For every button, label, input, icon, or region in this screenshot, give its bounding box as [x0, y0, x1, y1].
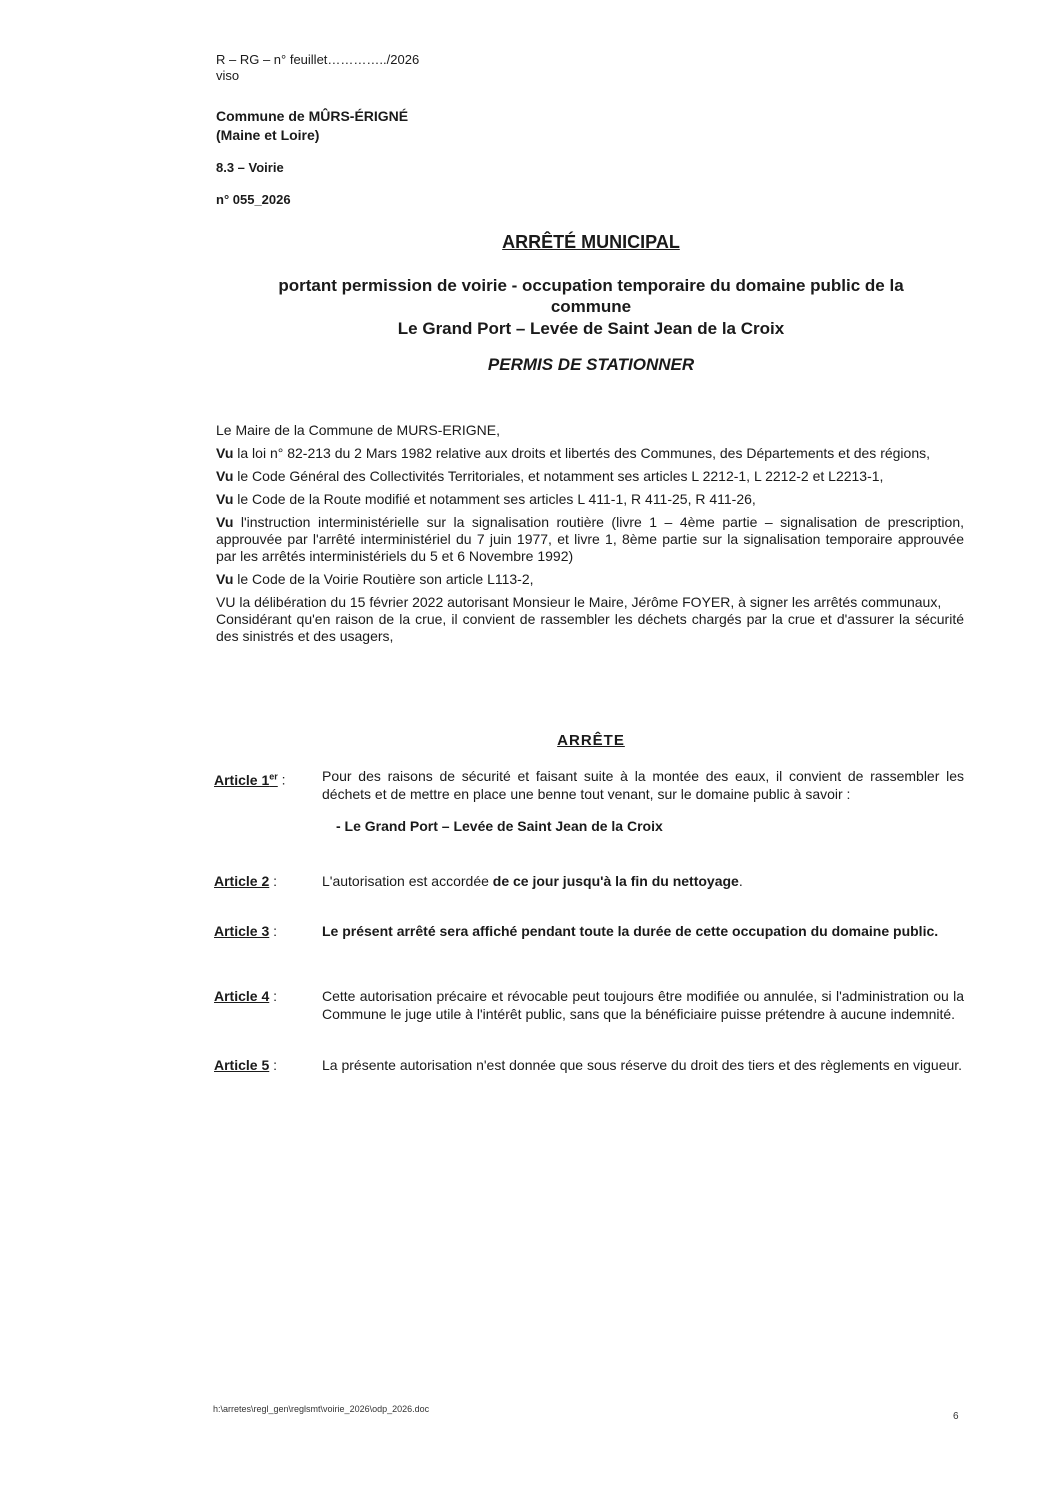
vu-lead: Vu [216, 445, 234, 461]
vu-text: la délibération du 15 février 2022 autorisant Monsieur le Maire, Jérôme FOYER, à signer les arrêtés communaux, [235, 594, 942, 610]
vu-clause-5 [216, 571, 964, 588]
article-body-start: L'autorisation est accordée [322, 873, 493, 889]
article-label [214, 872, 322, 890]
article-label [214, 767, 322, 835]
article-colon: : [269, 873, 278, 889]
preamble [216, 422, 964, 651]
article-number-sup: er [269, 771, 278, 781]
article-5 [214, 1056, 964, 1074]
article-number [214, 772, 278, 788]
location-title: Le Grand Port – Levée de Saint Jean de la Croix [397, 319, 785, 338]
vu-clause-6 [216, 594, 964, 611]
article-number: Article 5 [214, 1057, 270, 1073]
vu-text: le Code Général des Collectivités Territoriales, et notamment ses articles L 2212-1, L 2212-2 et L2213-1, [233, 468, 884, 484]
vu-lead: Vu [216, 468, 234, 484]
article-2 [214, 872, 964, 890]
article-colon: : [269, 1057, 278, 1073]
document-subtitle [216, 275, 966, 317]
article-colon: : [269, 923, 278, 939]
arrete-heading: ARRÊTE [557, 732, 625, 749]
considerant-clause: Considérant qu'en raison de la crue, il convient de rassembler les déchets chargés par la crue et d'assurer la sécurité des sinistrés et des usagers, [216, 611, 964, 644]
permit-title: PERMIS DE STATIONNER [487, 355, 695, 374]
vu-lead: VU [216, 594, 236, 610]
article-label [214, 1056, 322, 1074]
vu-clause-1 [216, 445, 964, 462]
category-label: 8.3 – Voirie [216, 160, 284, 175]
document-title: ARRÊTÉ MUNICIPAL [502, 232, 680, 252]
subtitle-line-2: commune [550, 297, 632, 316]
article-1 [214, 767, 964, 835]
article-number: Article 2 [214, 873, 270, 889]
article-text: Cette autorisation précaire et révocable peut toujours être modifiée ou annulée, si l'administration ou la Commune le juge utile à l'intérêt public, sans que la bénéficiaire puisse prétendre à aucune indemnité. [322, 988, 964, 1022]
article-colon: : [277, 771, 286, 788]
article-colon: : [269, 988, 278, 1004]
page-number: 6 [953, 1411, 959, 1422]
article-label [214, 922, 322, 940]
article-text [322, 767, 964, 835]
footer-file-path: h:\arretes\regl_gen\reglsmt\voirie_2026\odp_2026.doc [213, 1404, 430, 1414]
vu-text: la loi n° 82-213 du 2 Mars 1982 relative aux droits et libertés des Communes, des Départements et des régions, [233, 445, 931, 461]
vu-lead: Vu [216, 514, 234, 530]
article-number: Article 3 [214, 923, 270, 939]
visa-line: viso [216, 68, 240, 83]
vu-text: le Code de la Route modifié et notamment ses articles L 411-1, R 411-25, R 411-26, [233, 491, 756, 507]
header-reference [216, 52, 419, 84]
vu-text: l'instruction interministérielle sur la signalisation routière (livre 1 – 4ème partie – signalisation de prescription, approuvée par l'arrêté interministériel du 7 juin 1977, et livre 1, 8ème partie sur la signalisation temporaire approuvée par les arrêtés interministériels du 5 et 6 Novembre 1992) [216, 514, 964, 564]
article-number-text: Article 1 [214, 771, 270, 788]
article-body: Pour des raisons de sécurité et faisant suite à la montée des eaux, il convient de rassembler les déchets et de mettre en place une benne tout venant, sur le domaine public à savoir : [322, 768, 964, 802]
vu-lead: Vu [216, 571, 234, 587]
vu-text: le Code de la Voirie Routière son article L113-2, [233, 571, 534, 587]
article-text: Le présent arrêté sera affiché pendant toute la durée de cette occupation du domaine public. [322, 923, 939, 939]
preamble-intro: Le Maire de la Commune de MURS-ERIGNE, [216, 422, 500, 438]
commune-department: (Maine et Loire) [216, 127, 320, 143]
subtitle-line-1: portant permission de voirie - occupation temporaire du domaine public de la [278, 276, 904, 295]
article-body-end: . [738, 873, 743, 889]
article-label [214, 987, 322, 1023]
arrete-number: n° 055_2026 [216, 192, 291, 207]
vu-clause-2 [216, 468, 964, 485]
article-number: Article 4 [214, 988, 270, 1004]
article-text [322, 872, 964, 890]
vu-clause-4 [216, 514, 964, 565]
commune-name: Commune de MÛRS-ÉRIGNÉ [216, 108, 409, 124]
article-text: La présente autorisation n'est donnée que sous réserve du droit des tiers et des règlements en vigueur. [322, 1057, 963, 1073]
vu-lead: Vu [216, 491, 234, 507]
vu-clause-3 [216, 491, 964, 508]
article-place: - Le Grand Port – Levée de Saint Jean de la Croix [336, 818, 663, 834]
article-3 [214, 922, 964, 940]
commune-block [216, 107, 408, 145]
article-4 [214, 987, 964, 1023]
article-body-bold: de ce jour jusqu'à la fin du nettoyage [492, 873, 739, 889]
feuillet-line: R – RG – n° feuillet…………../2026 [216, 52, 420, 67]
